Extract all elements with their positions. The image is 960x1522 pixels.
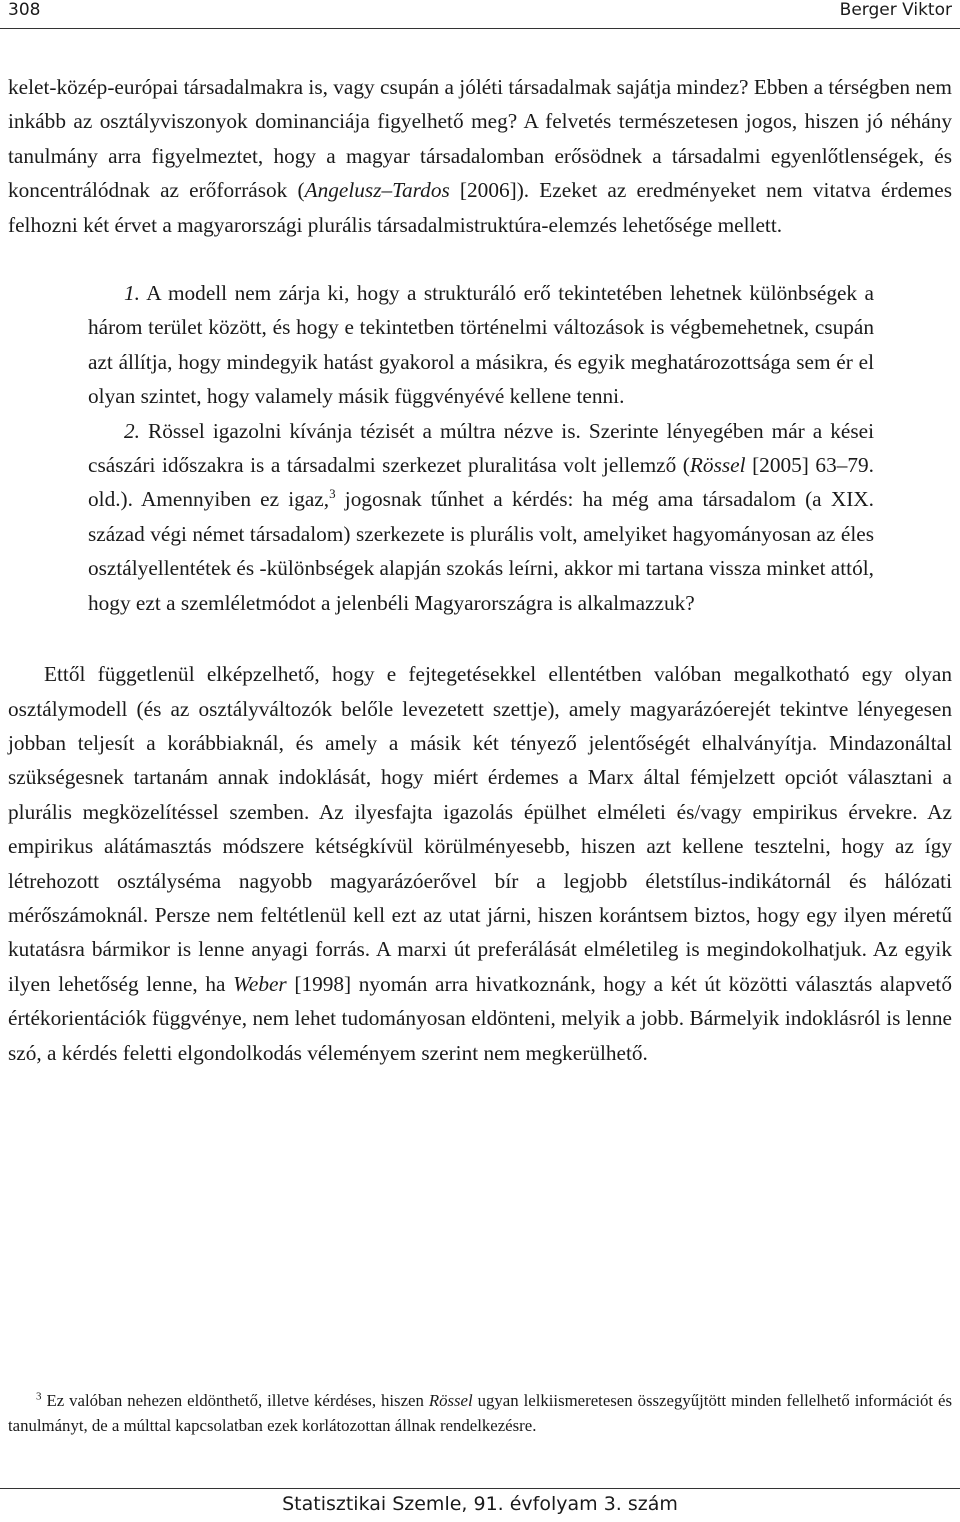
italic-run: Angelusz–Tardos [304,178,450,203]
footnote-marker: 3 [329,486,336,502]
italic-run: Rössel [689,453,746,478]
text-run: kelet-közép-európai társadalmakra is, vagy csupán a jóléti társadalmak sajátja mindez? Ebben a térségben nem inkább az osztályviszonyok dominanciája figyelhető meg? A felvetés természetesen jogos, hiszen jó néhány tanulmány arra figyelmeztet, hogy a magyar társadalomban erősödnek a társadalmi egyenlőtlenségek, és koncentrálódnak az erőforrások ( [8,75,952,203]
footnote-marker: 3 [36,1390,42,1403]
text-run: jogosnak tűnhet a kérdés: ha még ama társadalom (a XIX. század végi német társadalom) szerkezete is plurális volt, amelyiket hagyományosan az éles osztályellentétek és -különbségek alapján szokás leírni, akkor mi tartana vissza minket attól, hogy ezt a szemléletmódot a jelenbéli Magyarországra is alkalmazzuk? [88,487,874,615]
footnote-text [8,1388,952,1438]
italic-run: 2. [124,418,140,443]
text-run: Ettől függetlenül elképzelhető, hogy e fejtegetésekkel ellentétben valóban megalkotható egy olyan osztálymodell (és az osztályváltozók belőle levezetett szettje), amely magyarázóerejét tekintve lényegesen jobban teljesít a korábbiaknál, és amely a másik két tényező jelentőségét elhalványítja. Mindazonáltal szükségesnek tartanám annak indoklását, hogy miért érdemes a Marx által fémjelzett opciót választani a plurális megközelítéssel szemben. Az ilyesfajta igazolás épülhet elméleti és/vagy empirikus érvekre. Az empirikus alátámasztás módszere kétségkívül körülményesebb, hiszen azt kellene tesztelni, hogy az így létrehozott osztályséma nagyobb magyarázóerővel bír a legjobb életstílus-indikátornál és hálózati mérőszámoknál. Persze nem feltétlenül kell ezt az utat járni, hiszen korántsem biztos, hogy egy ilyen méretű kutatásra bármikor is lenne anyagi forrás. A marxi út preferálását elméletileg is megindokolhatjuk. Az egyik ilyen lehetőség lenne, ha [8,662,952,996]
text-run: [2006]). Ezeket az eredményeket nem vitatva érdemes felhozni két érvet a magyarországi plurális társadalmistruktúra-elemzés lehetősége mellett. [8,178,952,237]
text-run: A modell nem zárja ki, hogy a strukturáló erő tekintetében lehetnek különbségek a három terület között, és hogy e tekintetben történelmi változások is végbemehetnek, csupán azt állítja, hogy mindegyik hatást gyakorol a másikra, és egyik meghatározottsága sem ér el olyan szintet, hogy valamely másik függvényévé kellene tenni. [88,281,874,409]
italic-run: Rössel [428,1391,473,1410]
page-number: 308 [8,0,41,20]
running-author: Berger Viktor [839,0,952,20]
indented-points [88,276,874,620]
italic-run: 1. [124,281,140,306]
text-run: ugyan lelkiismeretesen összegyűjtött minden fellelhető információt és tanulmányt, de a múlttal kapcsolatban ezek korlátozottan állnak rendelkezésre. [8,1391,952,1435]
main-paragraph [8,657,952,1070]
body-text [8,70,952,1070]
intro-paragraph [8,70,952,242]
page-footer [0,1488,960,1522]
text-run: Ez valóban nehezen eldönthető, illetve kérdéses, hiszen [41,1391,429,1410]
text-run: [1998] nyomán arra hivatkoznánk, hogy a két út közötti választás alapvető értékorientációk függvénye, nem lehet tudományosan eldönteni, melyik a jobb. Bármelyik indoklásról is lenne szó, a kérdés feletti elgondolkodás véleményem szerint nem megkerülhető. [8,971,952,1065]
footnote [8,1388,952,1438]
point-one [88,276,874,414]
point-two [88,414,874,620]
text-run: [2005] 63–79. old.). Amennyiben ez igaz, [88,453,874,512]
journal-name: Statisztikai Szemle, 91. évfolyam 3. szám [282,1493,678,1515]
italic-run: Weber [233,971,287,996]
text-run: Rössel igazolni kívánja tézisét a múltra nézve is. Szerinte lényegében már a kései császári időszakra is a társadalmi szerkezet pluralitása volt jellemző ( [88,418,874,478]
page-header [0,0,960,29]
